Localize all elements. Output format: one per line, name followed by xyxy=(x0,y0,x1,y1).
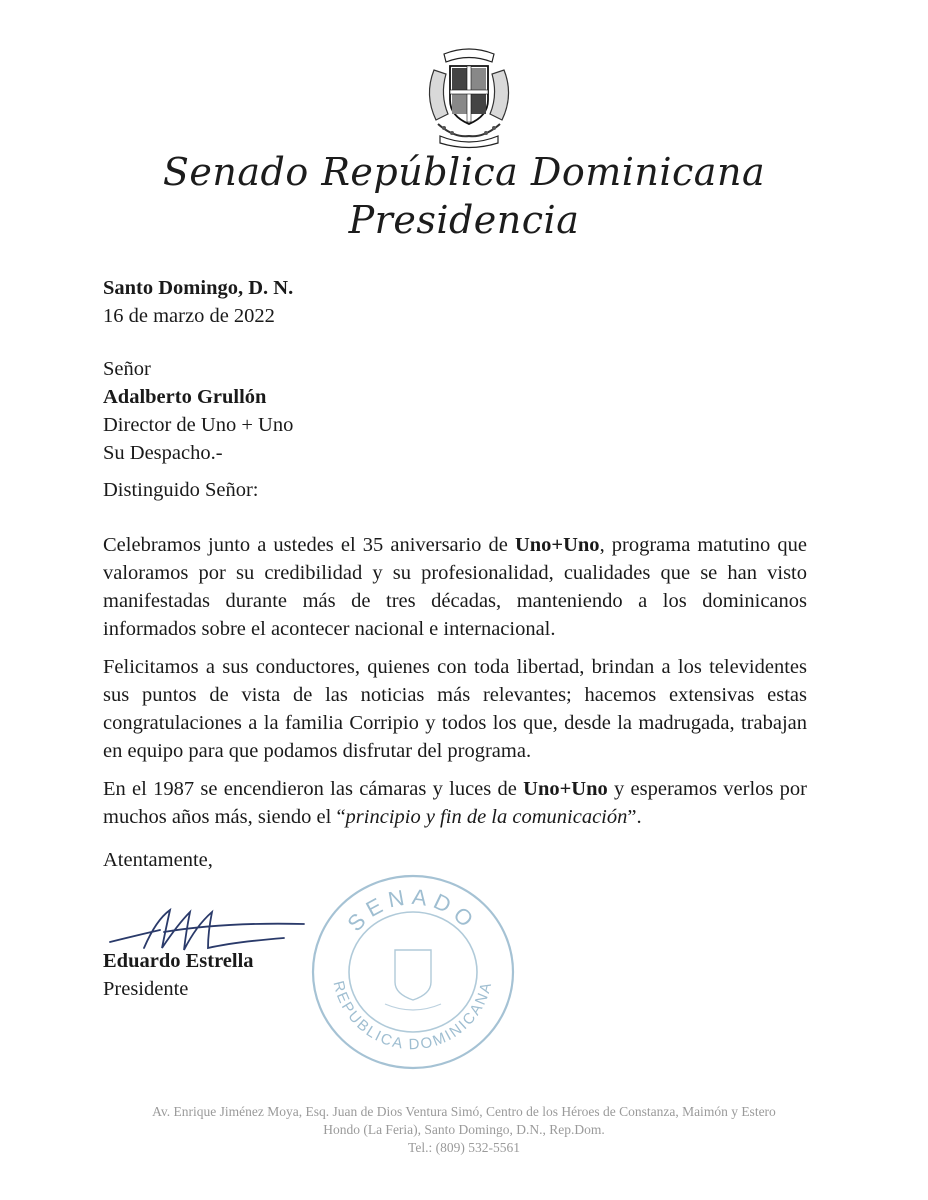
place-date-block xyxy=(103,274,807,330)
paragraph-3 xyxy=(103,775,807,831)
footer-address-line-1: Av. Enrique Jiménez Moya, Esq. Juan de Dios Ventura Simó, Centro de los Héroes de Constanza, Maimón y Estero xyxy=(152,1104,776,1119)
signatory-title: Presidente xyxy=(103,978,189,1000)
signatory-block xyxy=(103,947,807,1003)
paragraph-2-text xyxy=(103,653,807,765)
recipient-block xyxy=(103,355,807,467)
stamp-top-text: SENADO xyxy=(342,883,483,937)
program-name: Uno+Uno xyxy=(514,534,600,556)
paragraph-3-text xyxy=(103,775,807,831)
paragraph-3-line-2a: muchos años más, siendo el “ xyxy=(103,806,346,828)
footer-phone: Tel.: (809) 532-5561 xyxy=(408,1140,520,1155)
slogan: principio y fin de la comunicación xyxy=(345,806,628,828)
paragraph-1-text xyxy=(103,531,807,643)
place: Santo Domingo, D. N. xyxy=(103,277,294,299)
paragraph-1-line-3: manifestadas durante más de tres décadas, manteniendo a los dominicanos xyxy=(103,590,807,612)
closing: Atentamente, xyxy=(103,849,213,871)
paragraph-2-line-2: sus puntos de vista de las noticias más relevantes; hacemos extensivas estas xyxy=(103,684,807,706)
paragraph-1-line-1b: , programa matutino que xyxy=(599,534,807,556)
footer-address-line-2: Hondo (La Feria), Santo Domingo, D.N., Rep.Dom. xyxy=(323,1122,605,1137)
paragraph-2-line-3: congratulaciones a la familia Corripio y todos los que, desde la madrugada, xyxy=(103,712,735,734)
letterhead-subtitle: Presidencia xyxy=(348,198,580,242)
stamp-bottom-text: REPUBLICA DOMINICANA xyxy=(329,979,496,1054)
paragraph-2 xyxy=(103,653,807,765)
paragraph-1-line-4: informados sobre el acontecer nacional e internacional. xyxy=(103,618,556,640)
paragraph-2-line-4: trabajan en equipo para que podamos disfrutar del programa. xyxy=(103,712,807,762)
paragraph-3-line-2b: ”. xyxy=(627,806,642,828)
recipient-office: Su Despacho.- xyxy=(103,442,223,464)
recipient-salutation-title: Señor xyxy=(103,358,151,380)
paragraph-3-line-1b: y esperamos verlos por xyxy=(607,778,808,800)
recipient-name: Adalberto Grullón xyxy=(103,386,267,408)
paragraph-1-line-2: valoramos por su credibilidad y su profesionalidad, cualidades que se han visto xyxy=(103,562,807,584)
greeting: Distinguido Señor: xyxy=(103,479,259,501)
paragraph-2-line-1: Felicitamos a sus conductores, quienes con toda libertad, brindan a los televidentes xyxy=(103,656,807,678)
letterhead-title: Senado República Dominicana xyxy=(162,150,766,194)
paragraph-3-line-1a: En el 1987 se encendieron las cámaras y luces de xyxy=(103,778,524,800)
program-name-2: Uno+Uno xyxy=(523,778,608,800)
coat-of-arms-emblem xyxy=(414,40,524,150)
signatory-name: Eduardo Estrella xyxy=(103,950,254,972)
date: 16 de marzo de 2022 xyxy=(103,305,275,327)
recipient-position: Director de Uno + Uno xyxy=(103,414,294,436)
paragraph-1-line-1a: Celebramos junto a ustedes el 35 aniversario de xyxy=(103,534,515,556)
svg-text:SENADO xyxy=(342,884,482,936)
paragraph-1 xyxy=(103,531,807,643)
